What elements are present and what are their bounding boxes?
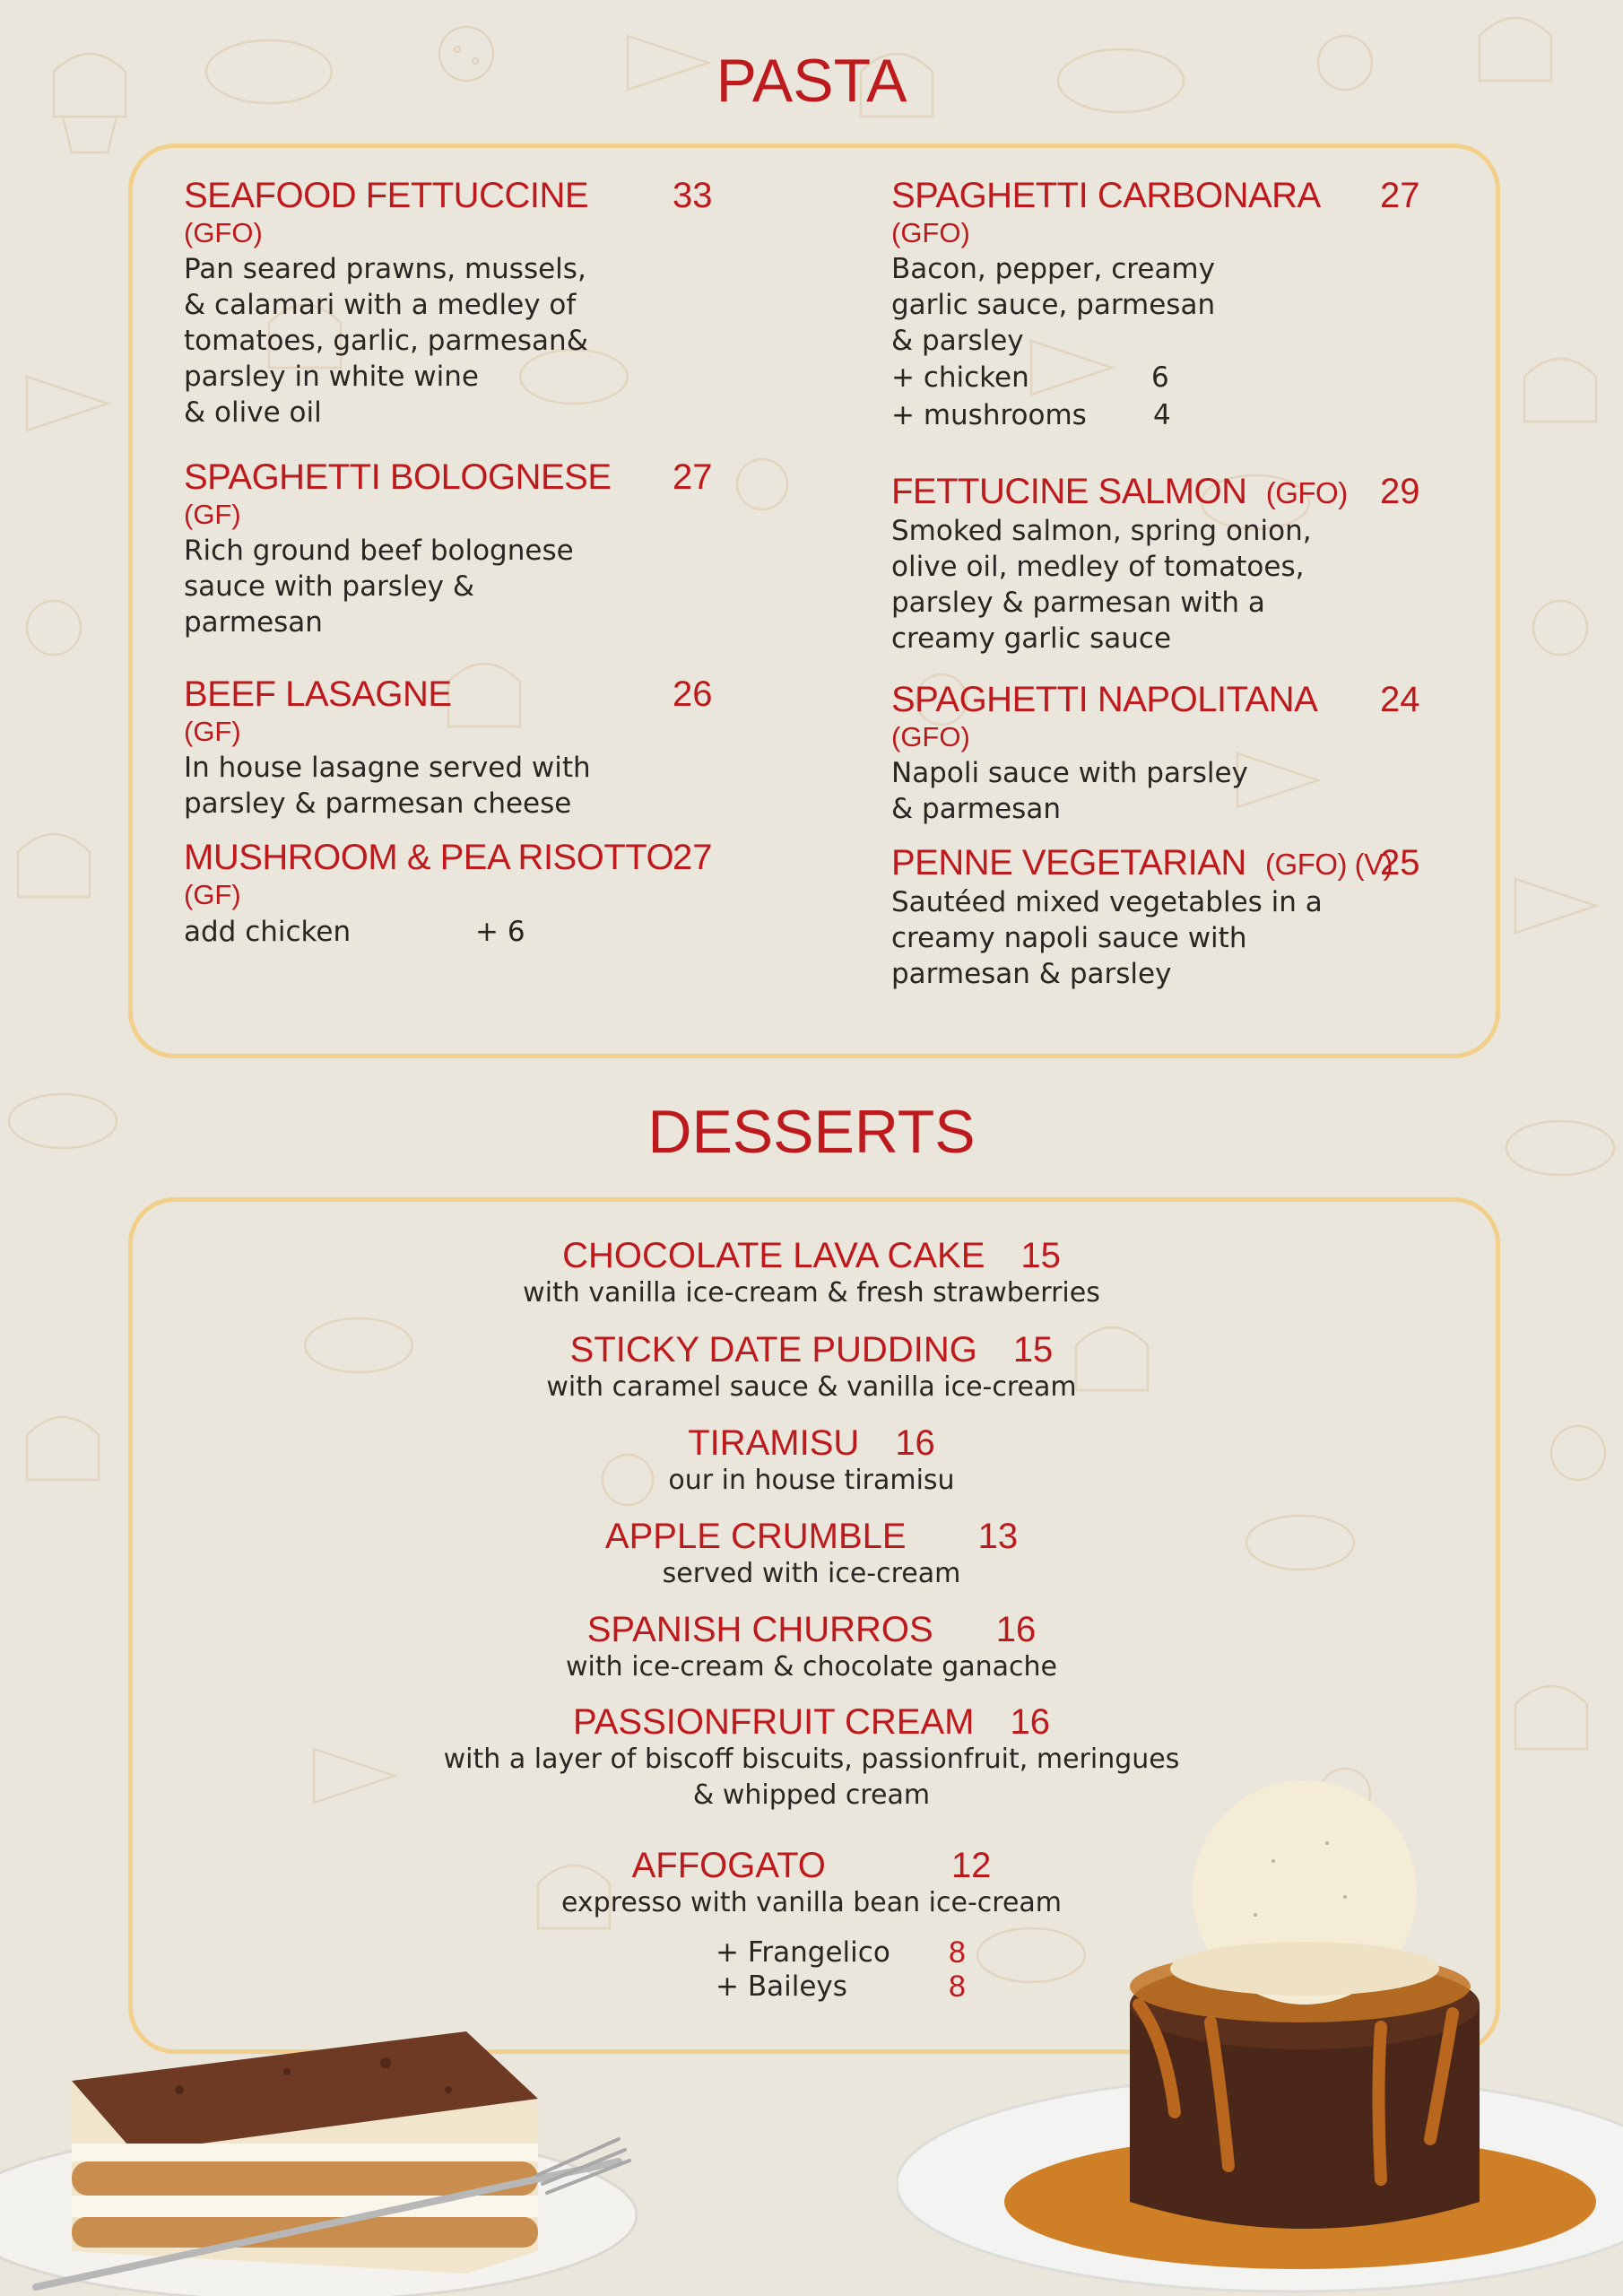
dessert-price: 13 bbox=[977, 1517, 1019, 1556]
desc-line: parmesan bbox=[184, 606, 323, 639]
dessert-name-row bbox=[135, 1702, 1488, 1742]
item-description bbox=[184, 533, 722, 640]
menu-item-beef-lasagne bbox=[184, 674, 722, 822]
item-description bbox=[184, 251, 722, 430]
item-price: 27 bbox=[1380, 176, 1420, 215]
dessert-name-row bbox=[135, 1236, 1488, 1275]
item-price: 25 bbox=[1380, 843, 1420, 883]
item-name-text: PENNE VEGETARIAN bbox=[891, 843, 1246, 883]
item-description bbox=[891, 513, 1429, 657]
item-description bbox=[891, 251, 1429, 359]
dessert-name-row bbox=[135, 1610, 1488, 1649]
addon-label: + chicken bbox=[891, 361, 1029, 394]
desserts-title: DESSERTS bbox=[647, 1098, 976, 1166]
desc-line: Bacon, pepper, creamy bbox=[891, 253, 1215, 285]
item-name: BEEF LASAGNE bbox=[184, 674, 452, 714]
item-name: SPAGHETTI CARBONARA bbox=[891, 176, 1321, 215]
desc-line: parsley in white wine bbox=[184, 361, 479, 393]
addon-row bbox=[184, 913, 722, 951]
dessert-name: CHOCOLATE LAVA CAKE bbox=[562, 1236, 985, 1275]
dessert-price: 16 bbox=[895, 1423, 935, 1463]
dietary-tag: (GF) bbox=[184, 879, 241, 910]
dietary-tag: (GFO) bbox=[184, 217, 263, 248]
dietary-tag: (GFO) bbox=[1265, 476, 1348, 509]
dietary-tag: (GFO) bbox=[891, 721, 970, 752]
dessert-name-row bbox=[135, 1330, 1488, 1370]
dietary-tag: (GFO) (V) bbox=[1265, 848, 1393, 881]
menu-item-penne-vegetarian bbox=[891, 843, 1429, 992]
sticky-date-pudding-photo bbox=[897, 1762, 1623, 2296]
affogato-addon-baileys bbox=[716, 1970, 966, 2004]
menu-item-fettucine-salmon bbox=[891, 472, 1429, 657]
addon-price: 8 bbox=[949, 1935, 966, 1970]
addon-price: 8 bbox=[949, 1970, 966, 2004]
item-name: SPAGHETTI NAPOLITANA bbox=[891, 680, 1318, 719]
desc-line: & olive oil bbox=[184, 396, 322, 429]
menu-item-spaghetti-napolitana bbox=[891, 680, 1429, 827]
menu-item-mushroom-pea-risotto bbox=[184, 838, 722, 951]
item-description bbox=[891, 755, 1429, 827]
affogato-addon-frangelico bbox=[716, 1935, 966, 1970]
dessert-name-row bbox=[135, 1423, 1488, 1463]
dessert-description: & whipped cream bbox=[692, 1779, 931, 1811]
dessert-name: SPANISH CHURROS bbox=[586, 1610, 933, 1649]
menu-item-spaghetti-carbonara bbox=[891, 176, 1429, 434]
dessert-chocolate-lava-cake bbox=[135, 1236, 1488, 1311]
desc-line: garlic sauce, parmesan bbox=[891, 289, 1216, 321]
desc-line: & parmesan bbox=[891, 793, 1061, 825]
menu-item-seafood-fettuccine bbox=[184, 176, 722, 430]
desc-line: parmesan & parsley bbox=[891, 958, 1172, 990]
desc-line: & parsley bbox=[891, 325, 1024, 357]
desc-line: olive oil, medley of tomatoes, bbox=[891, 551, 1305, 583]
dessert-description: with caramel sauce & vanilla ice-cream bbox=[546, 1371, 1077, 1403]
item-name: SEAFOOD FETTUCCINE bbox=[184, 176, 589, 215]
dietary-tag: (GF) bbox=[184, 499, 241, 530]
item-name bbox=[891, 472, 1429, 513]
item-description bbox=[184, 750, 722, 822]
dessert-description: our in house tiramisu bbox=[668, 1465, 955, 1496]
dessert-sticky-date-pudding bbox=[135, 1330, 1488, 1405]
desc-line: & calamari with a medley of bbox=[184, 289, 577, 321]
addon-label: add chicken bbox=[184, 916, 352, 948]
item-price: 24 bbox=[1380, 680, 1420, 719]
tiramisu-photo bbox=[0, 1874, 646, 2296]
item-price: 27 bbox=[673, 838, 713, 877]
dessert-description: served with ice-cream bbox=[662, 1558, 961, 1589]
addon-price: + 6 bbox=[475, 916, 525, 948]
desc-line: Sautéed mixed vegetables in a bbox=[891, 886, 1323, 918]
desc-line: Smoked salmon, spring onion, bbox=[891, 515, 1312, 547]
dessert-spanish-churros bbox=[135, 1610, 1488, 1685]
item-name-text: FETTUCINE SALMON bbox=[891, 472, 1247, 511]
dessert-description: with vanilla ice-cream & fresh strawberries bbox=[523, 1277, 1100, 1309]
dessert-name: PASSIONFRUIT CREAM bbox=[573, 1702, 975, 1742]
item-price: 33 bbox=[673, 176, 713, 215]
item-price: 27 bbox=[673, 457, 713, 497]
desc-line: sauce with parsley & bbox=[184, 570, 475, 603]
dessert-name: AFFOGATO bbox=[631, 1846, 826, 1885]
menu-item-spaghetti-bolognese bbox=[184, 457, 722, 640]
item-name bbox=[891, 843, 1429, 884]
dietary-tag: (GFO) bbox=[891, 217, 970, 248]
dessert-apple-crumble bbox=[135, 1517, 1488, 1592]
item-name: SPAGHETTI BOLOGNESE bbox=[184, 457, 612, 497]
desc-line: Pan seared prawns, mussels, bbox=[184, 253, 586, 285]
dessert-price: 15 bbox=[1020, 1236, 1061, 1275]
dessert-description: with a layer of biscoff biscuits, passionfruit, meringues bbox=[443, 1744, 1180, 1775]
dietary-tag: (GF) bbox=[184, 716, 241, 747]
desc-line: creamy garlic sauce bbox=[891, 622, 1172, 655]
addon-price: 4 bbox=[1153, 399, 1171, 431]
dessert-name: TIRAMISU bbox=[688, 1423, 860, 1463]
dessert-description: expresso with vanilla bean ice-cream bbox=[560, 1887, 1063, 1918]
dessert-tiramisu bbox=[135, 1423, 1488, 1499]
dessert-price: 15 bbox=[1012, 1330, 1054, 1370]
desc-line: In house lasagne served with bbox=[184, 752, 591, 784]
item-price: 29 bbox=[1380, 472, 1420, 511]
addon-row bbox=[891, 396, 1429, 434]
pasta-title: PASTA bbox=[716, 47, 907, 115]
dessert-price: 16 bbox=[995, 1610, 1037, 1649]
addon-label: + Frangelico bbox=[716, 1936, 890, 1969]
item-price: 26 bbox=[673, 674, 713, 714]
dessert-description: with ice-cream & chocolate ganache bbox=[566, 1651, 1057, 1683]
dessert-name: STICKY DATE PUDDING bbox=[569, 1330, 977, 1370]
dessert-name: APPLE CRUMBLE bbox=[604, 1517, 907, 1556]
desc-line: creamy napoli sauce with bbox=[891, 922, 1247, 954]
dessert-price: 12 bbox=[950, 1846, 992, 1885]
desc-line: parsley & parmesan with a bbox=[891, 587, 1265, 619]
item-name: MUSHROOM & PEA RISOTTO bbox=[184, 838, 674, 877]
desc-line: parsley & parmesan cheese bbox=[184, 787, 572, 820]
desc-line: Rich ground beef bolognese bbox=[184, 535, 574, 567]
desc-line: Napoli sauce with parsley bbox=[891, 757, 1248, 789]
dessert-name-row bbox=[135, 1517, 1488, 1556]
dessert-price: 16 bbox=[1010, 1702, 1050, 1742]
item-description bbox=[891, 884, 1429, 992]
addon-row bbox=[891, 359, 1429, 396]
addon-price: 6 bbox=[1151, 361, 1169, 394]
addon-label: + mushrooms bbox=[891, 399, 1087, 431]
desc-line: tomatoes, garlic, parmesan& bbox=[184, 325, 588, 357]
addon-label: + Baileys bbox=[716, 1970, 847, 2003]
